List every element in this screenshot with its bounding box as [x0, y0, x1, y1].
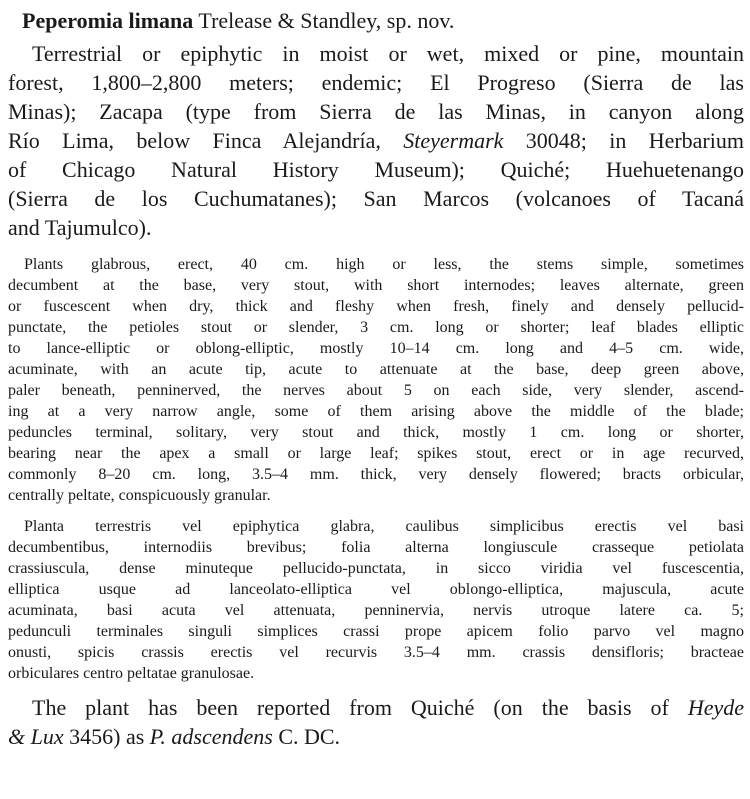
locality-text: 30048; in Herbarium — [503, 128, 744, 153]
description-line: Plants glabrous, erect, 40 cm. high or less, the stems simple, sometimes — [24, 256, 744, 273]
note-line — [8, 693, 744, 722]
collector-name: Steyermark — [403, 128, 504, 153]
note-paragraph — [8, 693, 744, 751]
description-line: ing at a very narrow angle, some of them arising above the middle of the blade; — [8, 403, 744, 420]
description-line: or fuscescent when dry, thick and fleshy when fresh, finely and densely pellucid- — [8, 298, 744, 315]
collector-name: & Lux — [8, 724, 64, 749]
description-line: punctate, the petioles stout or slender, 3 cm. long or shorter; leaf blades elliptic — [8, 319, 744, 336]
note-text: C. DC. — [272, 724, 341, 749]
note-line — [8, 722, 744, 751]
locality-text: Río Lima, below Finca Alejandría, — [8, 128, 404, 153]
latin-line: Planta terrestris vel epiphytica glabra, caulibus simplicibus erectis vel basi — [24, 518, 744, 535]
locality-line: of Chicago Natural History Museum); Quiché; Huehuetenango — [8, 157, 744, 182]
locality-line: Terrestrial or epiphytic in moist or wet, mixed or pine, mountain — [32, 41, 744, 66]
locality-line: forest, 1,800–2,800 meters; endemic; El Progreso (Sierra de las — [8, 70, 744, 95]
latin-description — [8, 516, 744, 684]
species-name: Peperomia limana — [22, 8, 194, 33]
description-line: commonly 8–20 cm. long, 3.5–4 mm. thick, very densely flowered; bracts orbicular, — [8, 466, 744, 483]
english-description — [8, 254, 744, 506]
latin-line: crassiuscula, dense minuteque pellucido-punctata, in sicco viridia vel fuscescentia, — [8, 560, 744, 577]
description-line: centrally peltate, conspicuously granular. — [8, 487, 271, 504]
note-text: The plant has been reported from Quiché (on the basis of — [32, 695, 688, 720]
latin-line: decumbentibus, internodiis brevibus; folia alterna longiuscule crasseque petiolata — [8, 539, 744, 556]
note-text: 3456) as — [63, 724, 150, 749]
description-line: bearing near the apex a small or large leaf; spikes stout, erect or in age recurved, — [8, 445, 744, 462]
page — [8, 6, 744, 751]
collector-name: Heyde — [687, 695, 744, 720]
locality-line: Minas); Zacapa (type from Sierra de las Minas, in canyon along — [8, 99, 744, 124]
latin-line: acuminata, basi acuta vel attenuata, penninervia, nervis utroque latere ca. 5; — [8, 602, 744, 619]
description-line: to lance-elliptic or oblong-elliptic, mostly 10–14 cm. long and 4–5 cm. wide, — [8, 340, 744, 357]
locality-line — [8, 126, 744, 155]
locality-line: and Tajumulco). — [8, 215, 152, 240]
description-line: paler beneath, penninerved, the nerves about 5 on each side, very slender, ascend- — [8, 382, 744, 399]
synonym-name: P. adscendens — [149, 724, 273, 749]
description-line: peduncles terminal, solitary, very stout and thick, mostly 1 cm. long or shorter, — [8, 424, 744, 441]
species-authority: Trelease & Standley, sp. nov. — [193, 8, 455, 33]
latin-line: onusti, spicis crassis erectis vel recurvis 3.5–4 mm. crassis densifloris; bracteae — [8, 644, 744, 661]
latin-line: orbiculares centro peltatae granulosae. — [8, 665, 255, 682]
description-line: decumbent at the base, very stout, with short internodes; leaves alternate, green — [8, 277, 744, 294]
latin-line: pedunculi terminales singuli simplices crassi prope apicem folio parvo vel magno — [8, 623, 744, 640]
locality-line: (Sierra de los Cuchumatanes); San Marcos (volcanoes of Tacaná — [8, 186, 744, 211]
locality-paragraph — [8, 39, 744, 242]
description-line: acuminate, with an acute tip, acute to attenuate at the base, deep green above, — [8, 361, 744, 378]
species-heading — [8, 6, 744, 35]
latin-line: elliptica usque ad lanceolato-elliptica vel oblongo-elliptica, majuscula, acute — [8, 581, 744, 598]
